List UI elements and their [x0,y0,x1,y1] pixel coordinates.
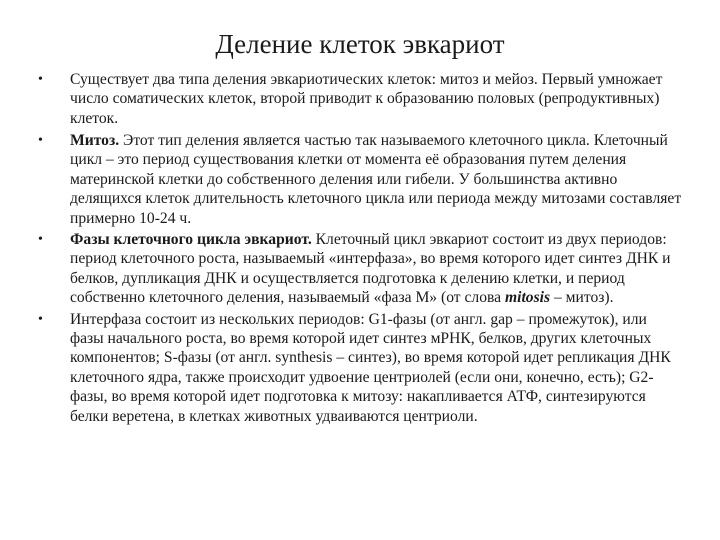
bullet-item-interphase [36,310,682,426]
bullet-dot-icon: • [38,133,43,148]
bullet-item-mitosis [36,131,682,228]
bullet-item-cycle-phases [36,230,682,308]
bullet-list [36,70,682,426]
slide-title: Деление клеток эвкариот [215,29,505,59]
bullet-dot-icon: • [38,72,43,87]
bullet-lead: Митоз. [70,132,120,149]
bullet-dot-icon: • [38,311,43,327]
bullet-lead: Фазы клеточного цикла эвкариот. [70,231,312,249]
bullet-text: Интерфаза состоит из нескольких периодов: G1-фазы (от англ. gap – промежуток), или фазы начального роста, во время которой идет синтез мРНК, белков, других клеточных компонентов; S-фазы (от англ. synthesis – синтез), во время которой идет репликация ДНК клеточного ядра, также происходит удвоение центриолей (если они, конечно, есть); G2-фазы, во время которой идет подготовка к митозу: накапливается АТФ, синтезируются белки веретена, в клетках животных удваиваются центриоли. [70,310,671,425]
bullet-dot-icon: • [38,232,43,248]
bullet-emphasis: mitosis [504,289,551,307]
bullet-text: Существует два типа деления эвкариотических клеток: митоз и мейоз. Первый умножает число соматических клеток, второй приводит к образованию половых (репродуктивных) клеток. [70,71,663,127]
bullet-tail: – митоз). [550,289,614,307]
bullet-text: Клеточный цикл эвкариот состоит из двух периодов: период клеточного роста, называемый «интерфаза», во время которого идет синтез ДНК и белков, дупликация ДНК и осуществляется подготовка к делению клетки, и период собственно клеточного деления, называемый «фаза М» (от слова [70,231,671,307]
bullet-text: Этот тип деления является частью так называемого клеточного цикла. Клеточный цикл – это период существования клетки от момента её образования путем деления материнской клетки до собственного деления или гибели. У большинства активно делящихся клеток длительность клеточного цикла или периода между митозами составляет примерно 10-24 ч. [70,132,682,227]
bullet-item-types [36,70,682,128]
